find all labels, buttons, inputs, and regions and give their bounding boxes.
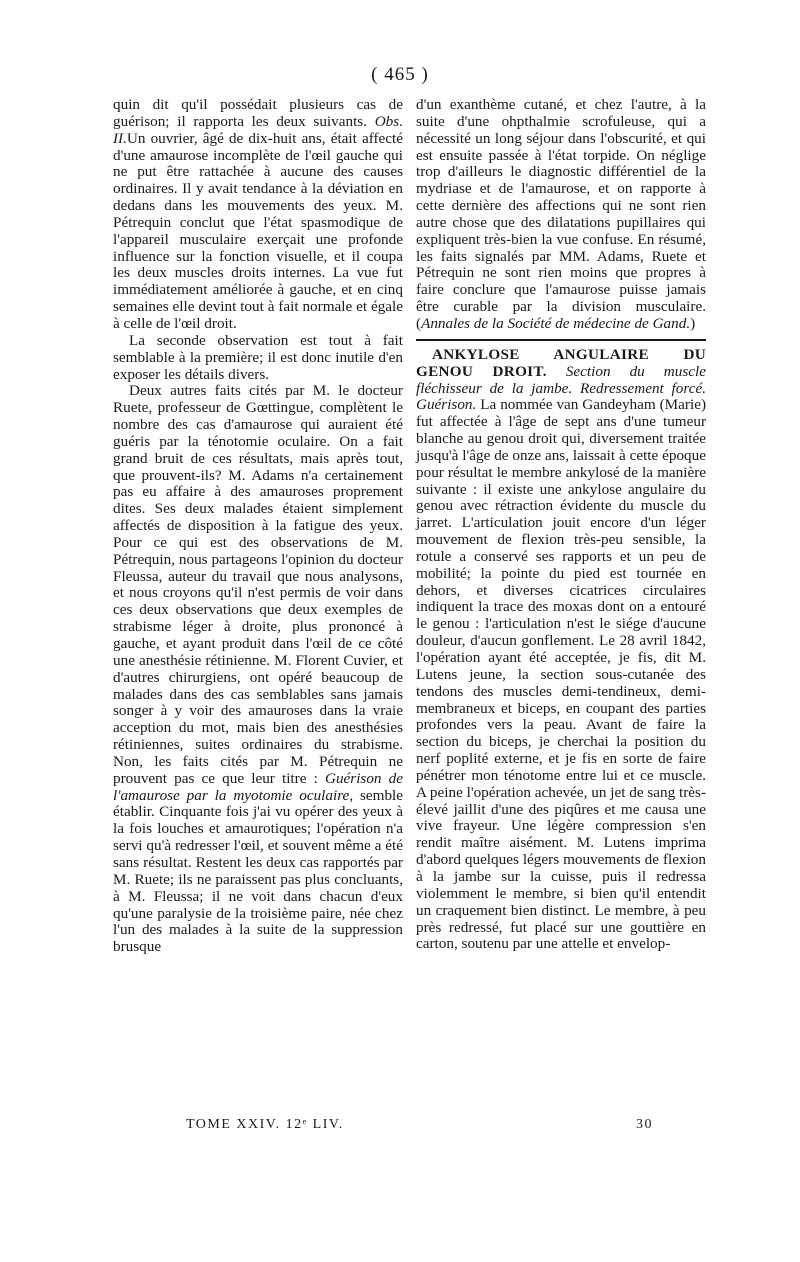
cited-title: Guérison de l'amaurose par la myotomie oculaire [113,769,403,804]
page-number: ( 465 ) [371,64,429,85]
observation-label: Obs. II. [113,112,403,147]
right-column [416,97,706,953]
left-column [113,97,403,956]
text-run: La nommée van Gandeyham (Marie) fut affectée à l'âge de sept ans d'une tumeur blanche au genou droit qui, diversement traitée jusqu'à l'âge de onze ans, laissait à cette époque pour résultat le membre ankylosé de la manière suivante : il existe une ankylose angulaire du genou avec rétraction évidente du muscle du jarret. L'articulation jouit encore d'un léger mouvement de flexion très-peu sensible, la rotule a conservé ses rapports et un peu de mobilité; la pointe du pied est tournée en dehors, et diverses cicatrices circulaires indiquent la trace des moxas dont on a entouré le genou : l'articulation n'est le siége d'aucune douleur, d'aucun gonflement. Le 28 avril 1842, l'opération ayant été acceptée, je fis, dit M. Lutens jeune, la section sous-cutanée des tendons des muscles demi-tendineux, demi-membraneux et biceps, en coupant des parties profondes vers la peau. Avant de faire la section du biceps, je cherchai la position du nerf poplité externe, et je fis en sorte de faire pénétrer mon ténotome entre lui et ce muscle. A peine l'opération achevée, un jet de sang très-élevé jaillit d'une des piqûres et me causa une vive frayeur. Une légère compression s'en rendit maître aisément. M. Lutens imprima d'abord quelques légers mouvements de flexion à la jambe sur la cuisse, puis il redressa violemment le membre, si bien qu'il entendit un craquement bien distinct. Le membre, à peu près redressé, fut placé sur une gouttière en carton, soutenu par une attelle et envelop- [416,396,706,953]
section-divider [416,339,706,341]
text-run: d'un exanthème cutané, et chez l'autre, à la suite d'une ohpthalmie scrofuleuse, qui a nécessité un long séjour dans l'obscurité, et qui est ensuite passée à l'état torpide. On néglige trop d'ailleurs le diagnostic différentiel de la mydriase et de l'amaurose, et on rapporte à cette dernière des affections qui ne sont rien autre chose que des dilatations pupillaires qui expliquent très-bien la vue confuse. En résumé, les faits signalés par MM. Adams, Ruete et Pétrequin ne sont rien moins que propres à faire conclure que l'amaurose puisse jamais être curable par la division musculaire. ( [416,96,706,332]
footer-signature: 30 [636,1117,653,1132]
paragraph: La seconde observation est tout à fait semblable à la première; il est donc inutile d'en exposer les détails divers. [113,331,403,383]
text-run: quin dit qu'il possédait plusieurs cas de guérison; il rapporta les deux suivants. [113,96,403,130]
section-subtitle: Section du muscle fléchisseur de la jambe. Redressement forcé. Guérison. [416,362,706,414]
footer-volume: TOME XXIV. 12ᵉ LIV. [186,1117,344,1132]
source-citation: Annales de la Société de médecine de Gand. [421,314,691,332]
text-run: Deux autres faits cités par M. le docteur Ruete, professeur de Gœttingue, complètent le nombre des cas d'amaurose qui auraient été guéris par la ténotomie oculaire. On a fait grand bruit de ces résultats, mais après tout, que prouvent-ils? M. Adams n'a certainement pas eu affaire à des amauroses proprement dites. Ses deux malades étaient simplement affectés de disposition à la fatigue des yeux. Pour ce qui est des observations de M. Pétrequin, nous partageons l'opinion du docteur Fleussa, auteur du travail que nous analysons, et nous croyons qu'il n'est permis de voir dans ces deux observations que deux exemples de strabisme léger à droite, plus prononcé à gauche, et ayant produit dans l'œil de ce côté une anesthésie rétinienne. M. Florent Cuvier, et d'autres chirurgiens, ont opéré beaucoup de malades dans des cas semblables sans jamais songer à y voir des amauroses dans la vraie acception du mot, mais bien des anesthésies rétiniennes, suites ordinaires du strabisme. Non, les faits cités par M. Pétrequin ne prouvent pas ce que leur titre : [113,382,403,787]
text-run: ) [690,314,696,332]
text-run: Un ouvrier, âgé de dix-huit ans, était affecté d'une amaurose incomplète de l'œil gauche qui ne put être rattachée à aucune des causes ordinaires. Il y avait tendance à la déviation en dedans dans les mouvements des yeux. M. Pétrequin conclut que l'état spasmodique de l'appareil musculaire exerçait une profonde influence sur la fonction visuelle, et il coupa les deux muscles droits internes. La vue fut immédiatement améliorée à gauche, et en cinq semaines elle devint tout à fait normale et égale à celle de l'œil droit. [113,129,403,332]
paragraph [416,97,706,333]
paragraph [113,383,403,956]
article-paragraph [416,347,706,953]
text-run: , semble établir. Cinquante fois j'ai vu opérer des yeux à la fois louches et amaurotiques; l'opération n'a servi qu'à redresser l'œil, et souvent même a été sans résultat. Restent les deux cas rapportés par M. Ruete; ils ne paraissent pas plus concluants, à M. Fleussa; il ne voit dans chacun d'eux qu'une paralysie de la troisième paire, née chez l'un des malades à la suite de la suppression brusque [113,786,404,956]
paragraph [113,97,403,333]
section-heading: ANKYLOSE ANGULAIRE DU GENOU DROIT. [416,345,706,380]
